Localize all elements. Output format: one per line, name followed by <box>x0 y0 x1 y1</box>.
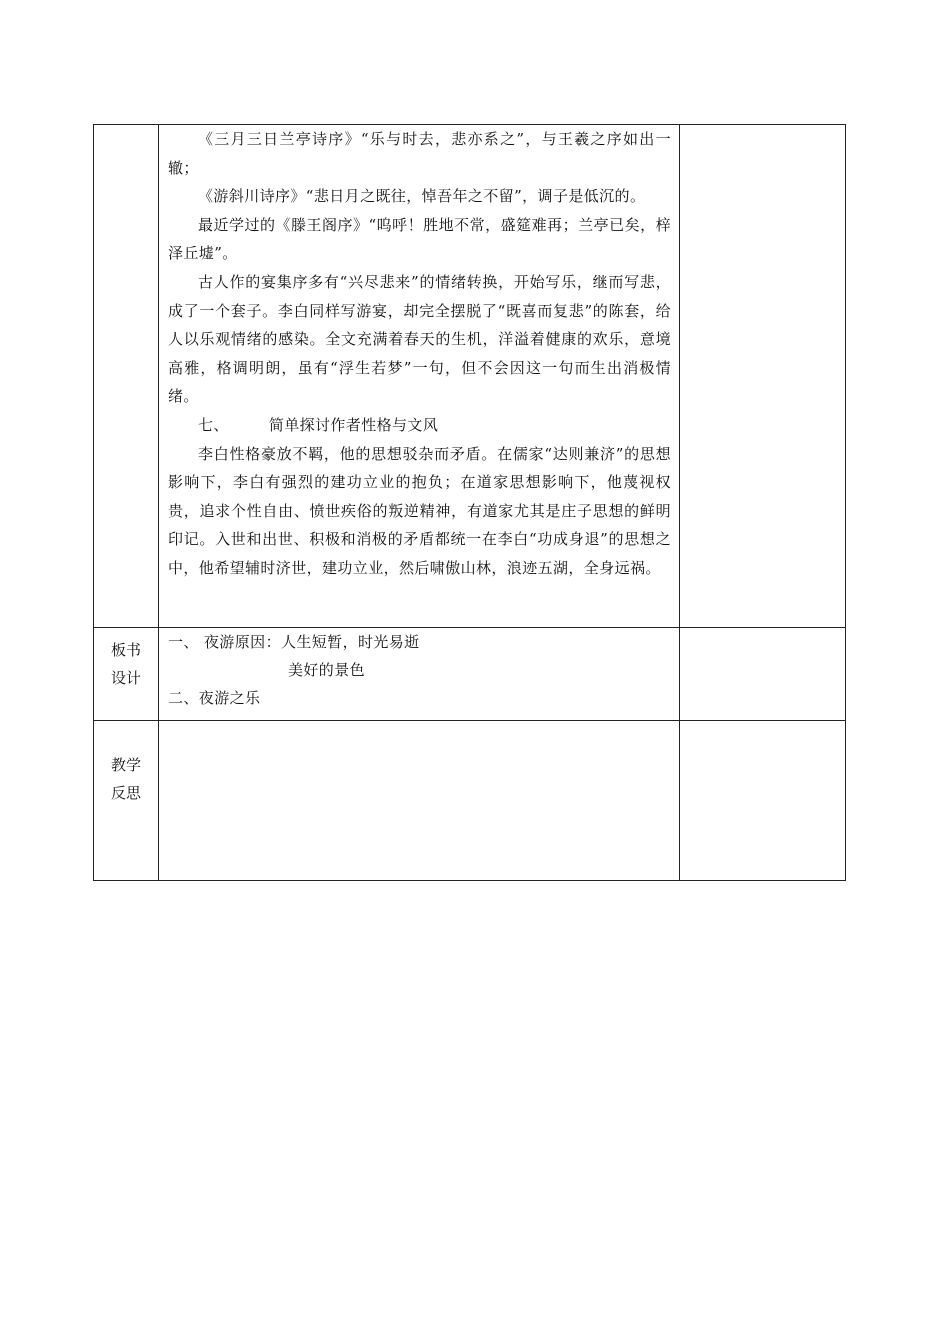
paragraph-lanting-poem: 《三月三日兰亭诗序》“乐与时去，悲亦系之”，与王羲之序如出一辙； <box>168 130 671 177</box>
board-design-label-line2: 设计 <box>110 669 141 687</box>
board-line-reason: 一、 夜游原因：人生短暂，时光易逝 <box>168 633 420 651</box>
main-row-label-cell <box>94 125 159 628</box>
reflection-content-cell <box>159 721 680 881</box>
lesson-plan-table <box>93 124 846 881</box>
paragraph-banquet-preface: 古人作的宴集序多有“兴尽悲来”的情绪转换，开始写乐，继而写悲，成了一个套子。李白同样写游宴，却完全摆脱了“既喜而复悲”的陈套，给人以乐观情绪的感染。全文充满着春天的生机，洋溢着健康的欢乐，意境高雅，格调明朗，虽有“浮生若梦”一句，但不会因这一句而生出消极情绪。 <box>168 272 671 406</box>
paragraph-xiechuan-poem: 《游斜川诗序》“悲日月之既往，悼吾年之不留”，调子是低沉的。 <box>198 187 646 206</box>
section-number: 七、 <box>198 415 229 434</box>
board-design-label-line1: 板书 <box>110 641 141 659</box>
teaching-reflection-row <box>94 721 846 881</box>
board-design-content-cell <box>159 628 680 721</box>
section-title: 简单探讨作者性格与文风 <box>268 415 439 434</box>
section-heading-seven <box>168 411 671 440</box>
paragraph-tengwang-pavilion: 最近学过的《滕王阁序》“呜呼！胜地不常，盛筵难再；兰亭已矣，梓泽丘墟”。 <box>168 215 671 263</box>
board-design-notes-cell <box>680 628 846 721</box>
main-row-notes-cell <box>680 125 846 628</box>
board-line-joy: 二、夜游之乐 <box>168 689 261 707</box>
board-line-scenery: 美好的景色 <box>288 661 366 679</box>
main-row-content-cell <box>159 125 680 628</box>
reflection-label-line2: 反思 <box>110 784 141 802</box>
reflection-label-line1: 教学 <box>110 756 141 774</box>
board-design-label-cell <box>94 628 159 721</box>
reflection-label-cell <box>94 721 159 881</box>
reflection-notes-cell <box>680 721 846 881</box>
paragraph-li-bai-character: 李白性格豪放不羁，他的思想驳杂而矛盾。在儒家“达则兼济”的思想影响下，李白有强烈的建功立业的抱负；在道家思想影响下，他蔑视权贵，追求个性自由、愤世疾俗的叛逆精神，有道家尤其是庄子思想的鲜明印记。入世和出世、积极和消极的矛盾都统一在李白“功成身退”的思想之中，他希望辅时济世，建功立业，然后啸傲山林，浪迹五湖，全身远祸。 <box>168 444 671 577</box>
board-design-row <box>94 628 846 721</box>
main-content-row <box>94 125 846 628</box>
